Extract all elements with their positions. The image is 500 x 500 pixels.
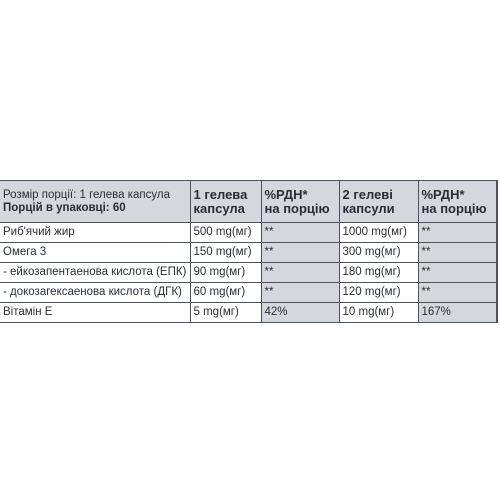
rdn-one-capsule: ** [261,283,339,303]
serving-size-label: Розмір порції: 1 гелева капсула [3,188,170,201]
rdn-header-1 [261,181,339,223]
serving-info-cell [0,181,190,223]
rdn-header-2-line1: %РДН* [421,186,465,202]
amount-one-capsule: 5 mg(мг) [190,303,261,323]
rdn-one-capsule: ** [261,223,339,243]
table-row [0,223,497,243]
one-capsule-header-line2: капсула [193,200,245,216]
table-row [0,303,497,323]
table-row [0,283,497,303]
amount-two-capsules: 10 mg(мг) [339,303,418,323]
rdn-header-2 [418,181,497,223]
rdn-two-capsules: ** [418,263,497,283]
rdn-two-capsules: ** [418,243,497,263]
rdn-two-capsules: ** [418,223,497,243]
rdn-header-1-line2: на порцію [264,200,330,216]
one-capsule-header [190,181,261,223]
nutrient-name: Омега 3 [0,243,190,263]
amount-one-capsule: 60 mg(мг) [190,283,261,303]
one-capsule-header-line1: 1 гелева [193,186,248,202]
nutrient-name: Риб'ячий жир [0,223,190,243]
two-capsules-header-line1: 2 гелеві [342,186,393,202]
supplement-facts-table [0,180,498,323]
amount-two-capsules: 180 mg(мг) [339,263,418,283]
table-row [0,243,497,263]
rdn-one-capsule: 42% [261,303,339,323]
rdn-two-capsules: 167% [418,303,497,323]
rdn-one-capsule: ** [261,263,339,283]
rdn-header-1-line1: %РДН* [264,186,308,202]
table-row [0,263,497,283]
amount-two-capsules: 120 mg(мг) [339,283,418,303]
amount-one-capsule: 150 mg(мг) [190,243,261,263]
rdn-one-capsule: ** [261,243,339,263]
nutrient-name: Вітамін Е [0,303,190,323]
two-capsules-header-line2: капсули [342,200,395,216]
amount-two-capsules: 300 mg(мг) [339,243,418,263]
amount-one-capsule: 90 mg(мг) [190,263,261,283]
table-header-row [0,181,497,223]
amount-one-capsule: 500 mg(мг) [190,223,261,243]
rdn-two-capsules: ** [418,283,497,303]
nutrient-name: - ейкозапентаенова кислота (ЕПК) [0,263,190,283]
servings-per-container-label: Порцій в упаковці: 60 [3,201,126,214]
two-capsules-header [339,181,418,223]
nutrient-name: - докозагексаенова кислота (ДГК) [0,283,190,303]
amount-two-capsules: 1000 mg(мг) [339,223,418,243]
rdn-header-2-line2: на порцію [421,200,487,216]
